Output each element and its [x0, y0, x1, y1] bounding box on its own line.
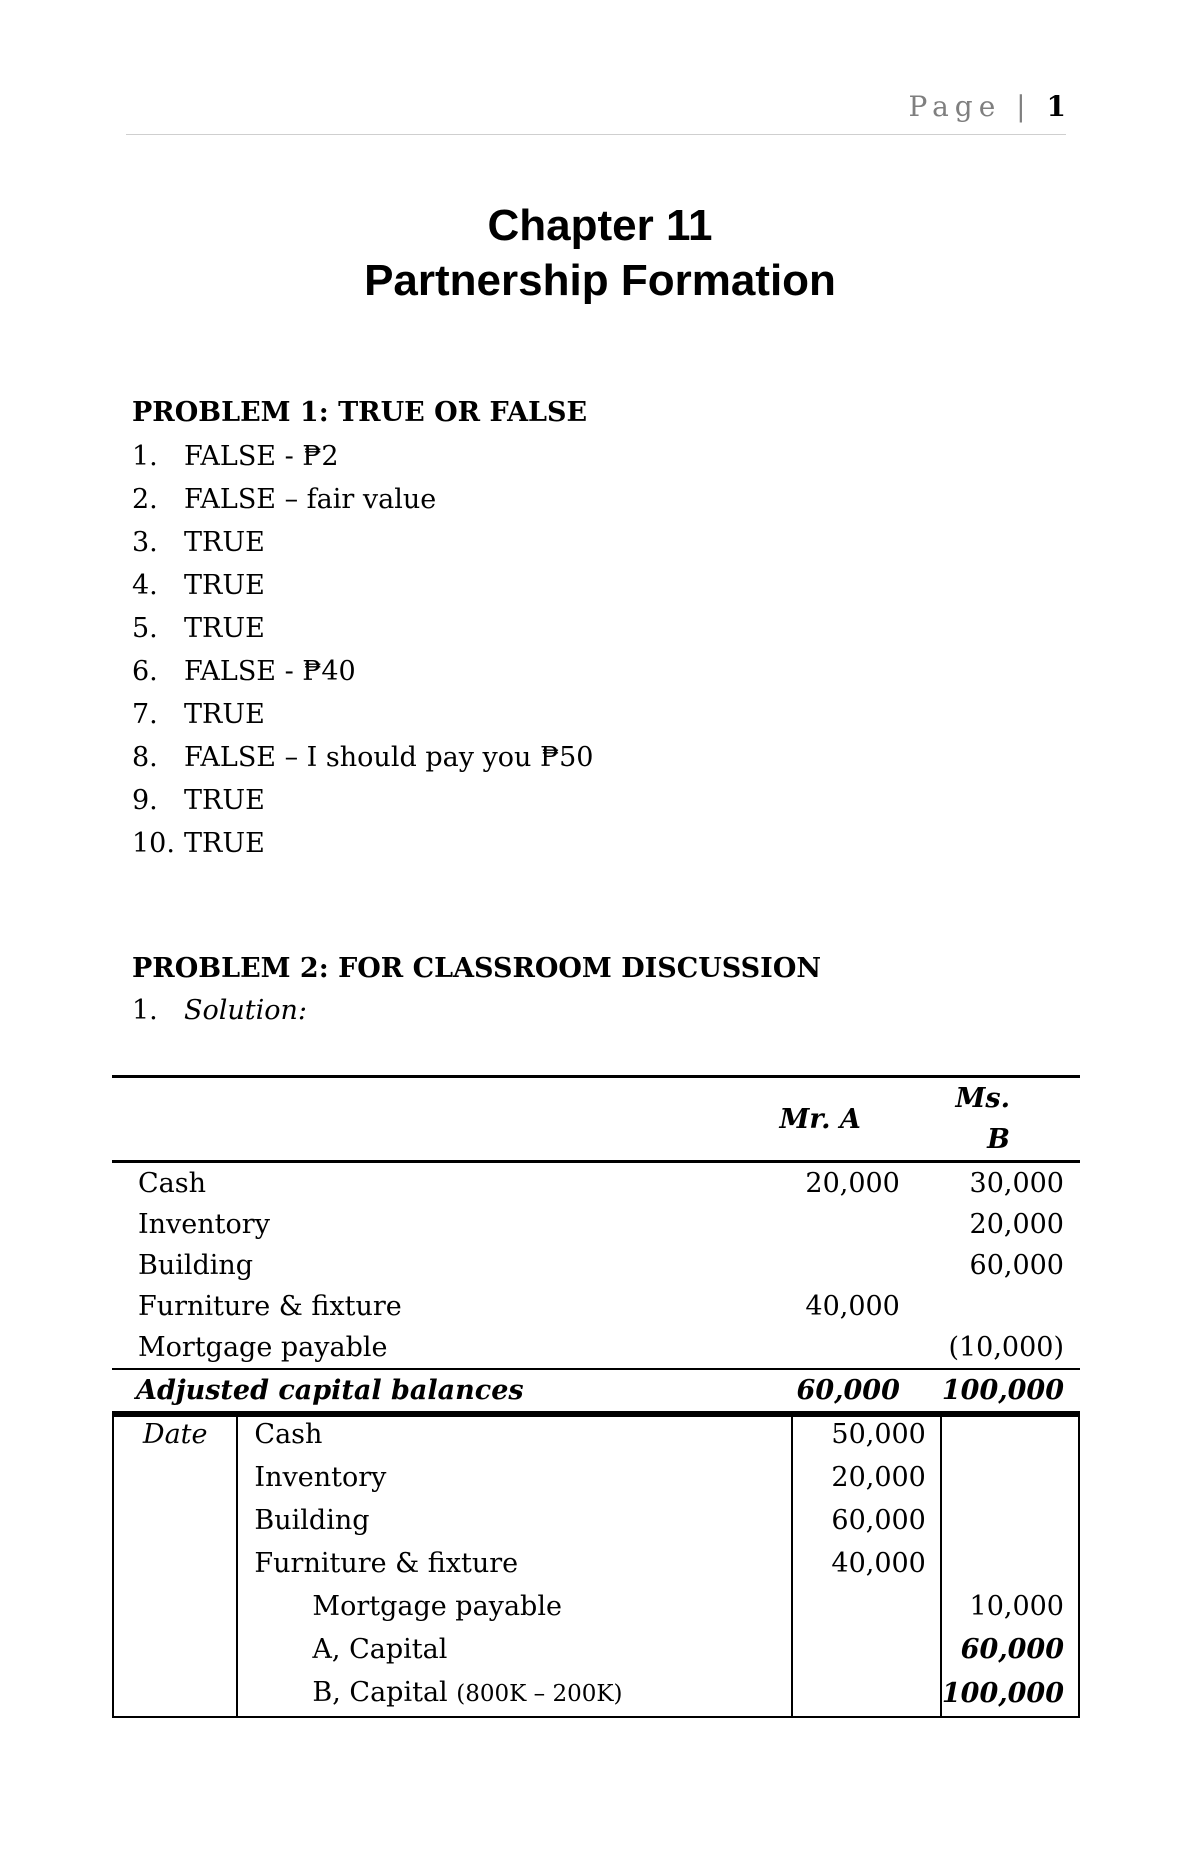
answer-list: [132, 435, 593, 865]
list-item: 10. TRUE: [132, 828, 265, 859]
chapter-name: Partnership Formation: [364, 256, 836, 305]
table-row: Furniture & fixture 40,000: [113, 1542, 1079, 1585]
table-row: Mortgage payable 10,000: [113, 1585, 1079, 1628]
table-row: Inventory 20,000: [138, 1209, 1064, 1240]
table-row: Furniture & fixture 40,000: [138, 1291, 900, 1322]
table-row: Mortgage payable (10,000): [138, 1332, 1064, 1363]
journal-entry-table: [112, 1411, 1080, 1718]
table-header-row: [112, 1077, 1080, 1162]
list-item: 1. FALSE - ₱2: [132, 441, 339, 472]
list-item: 9. TRUE: [132, 785, 265, 816]
list-item: 4. TRUE: [132, 570, 265, 601]
capital-note: (800K – 200K): [456, 1681, 623, 1707]
chapter-number: Chapter 11: [487, 201, 713, 250]
table-row: A, Capital 60,000: [113, 1628, 1079, 1671]
page-header: [126, 88, 1066, 135]
header-ms-b: Ms. B: [955, 1083, 1010, 1155]
table-row: Cash 20,000 30,000: [138, 1168, 1064, 1199]
table-row: B, Capital (800K – 200K) 100,000: [113, 1671, 1079, 1717]
total-row: Adjusted capital balances 60,000 100,000: [112, 1369, 1080, 1414]
list-item: 5. TRUE: [132, 613, 265, 644]
date-cell: Date: [113, 1412, 237, 1717]
list-item: 3. TRUE: [132, 527, 265, 558]
page-number: 1: [1046, 90, 1066, 123]
chapter-title: [0, 198, 1200, 308]
list-item: 2. FALSE – fair value: [132, 484, 437, 515]
solution-line: 1. Solution:: [132, 995, 308, 1026]
list-item: 8. FALSE – I should pay you ₱50: [132, 742, 594, 773]
table-row: Date Cash 50,000: [113, 1412, 1079, 1456]
table-row: Inventory 20,000: [113, 1456, 1079, 1499]
list-item: 6. FALSE - ₱40: [132, 656, 356, 687]
problem1-heading: PROBLEM 1: TRUE OR FALSE: [132, 397, 588, 428]
table-row: Building 60,000: [138, 1250, 1064, 1281]
problem2-heading: PROBLEM 2: FOR CLASSROOM DISCUSSION: [132, 953, 822, 984]
header-blank: [112, 1077, 645, 1162]
solution-label: Solution:: [184, 995, 308, 1026]
page-number-label: Page | 1: [908, 90, 1066, 123]
list-item: 7. TRUE: [132, 699, 265, 730]
table-row: Building 60,000: [113, 1499, 1079, 1542]
header-mr-a: Mr. A: [779, 1103, 861, 1135]
capital-balances-table: [112, 1075, 1080, 1417]
